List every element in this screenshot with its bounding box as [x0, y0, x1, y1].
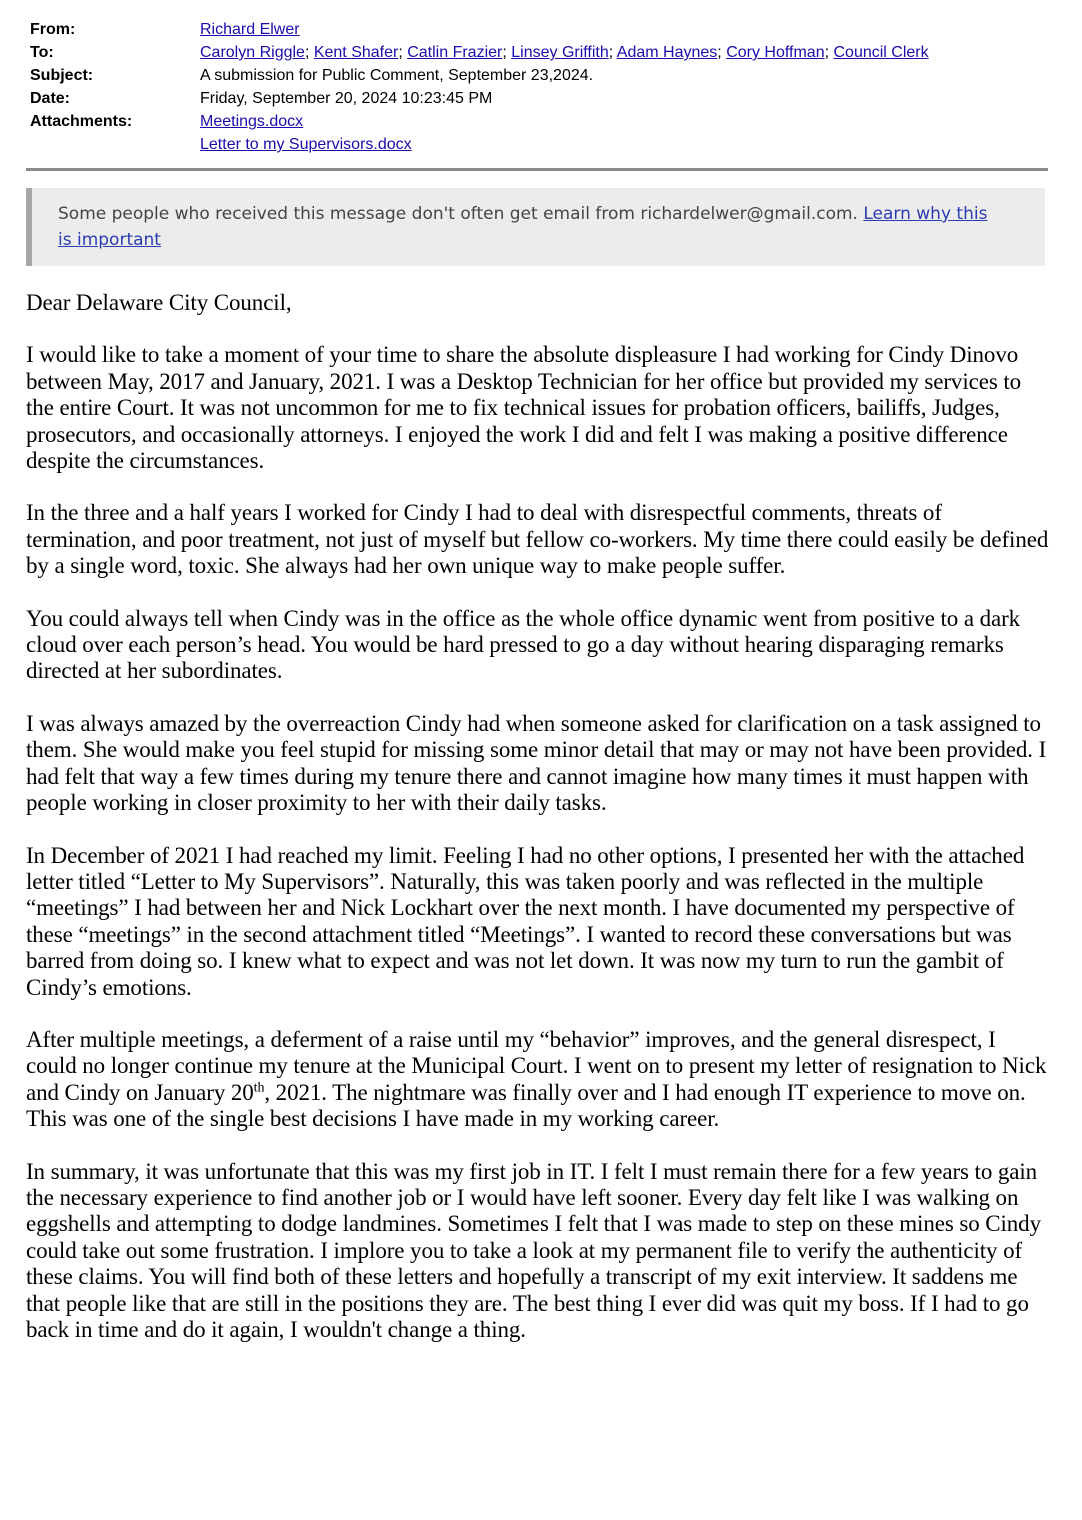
greeting: Dear Delaware City Council,	[26, 290, 292, 315]
date-label: Date:	[30, 90, 71, 107]
email-header	[30, 18, 1050, 156]
sender-link[interactable]: Richard Elwer	[200, 21, 300, 38]
attachment-link[interactable]: Letter to my Supervisors.docx	[200, 136, 412, 153]
paragraph: In December of 2021 I had reached my limit. Feeling I had no other options, I presented her with the attached letter titled “Letter to My Supervisors”. Naturally, this was taken poorly and was reflected in the multiple “meetings” I had between her and Nick Lockhart over the next month. I have documented my perspective of these “meetings” in the second attachment titled “Meetings”. I wanted to record these conversations but was barred from doing so. I knew what to expect and was not let down. It was now my turn to run the gambit of Cindy’s emotions.	[26, 842, 1025, 1000]
learn-why-link[interactable]: Learn why this is important	[58, 204, 988, 250]
paragraph: You could always tell when Cindy was in the office as the whole office dynamic went from positive to a dark cloud over each person’s head. You would be hard pressed to go a day without hearing disparaging remarks directed at her subordinates.	[26, 605, 1021, 684]
recipient-list	[200, 41, 1050, 64]
paragraph: I would like to take a moment of your time to share the absolute displeasure I had working for Cindy Dinovo between May, 2017 and January, 2021. I was a Desktop Technician for her office but provided my services to the entire Court. It was not uncommon for me to fix technical issues for probation officers, bailiffs, Judges, prosecutors, and occasionally attorneys. I enjoyed the work I did and felt I was making a positive difference despite the circumstances.	[26, 342, 1022, 474]
recipient-link[interactable]: Carolyn Riggle	[200, 44, 305, 61]
recipient-link[interactable]: Linsey Griffith	[511, 44, 609, 61]
subject-value: A submission for Public Comment, September 23,2024.	[200, 67, 594, 84]
paragraph-text: After multiple meetings, a deferment of a raise until my “behavior” improves, and the general disrespect, I could no longer continue my tenure at the Municipal Court. I went on to present my letter of resignation to Nick and Cindy on January 20	[26, 1026, 1047, 1105]
attachment-link[interactable]: Meetings.docx	[200, 113, 304, 130]
from-label: From:	[30, 21, 76, 38]
from-row	[30, 18, 1050, 41]
recipient-separator: ;	[608, 44, 617, 61]
paragraph	[26, 1027, 1051, 1133]
paragraph: In summary, it was unfortunate that this was my first job in IT. I felt I must remain there for a few years to gain the necessary experience to find another job or I would have left sooner. Every day felt like I was walking on eggshells and attempting to dodge landmines. Sometimes I felt that I was made to step on these mines so Cindy could take out some frustration. I implore you to take a look at my permanent file to verify the authenticity of these claims. You will find both of these letters and hopefully a transcript of my exit interview. It saddens me that people like that are still in the positions they are. The best thing I ever did was quit my boss. If I had to go back in time and do it again, I wouldn't change a thing.	[26, 1158, 1041, 1342]
subject-row	[30, 64, 1050, 87]
recipient-separator: ;	[398, 44, 408, 61]
paragraph: I was always amazed by the overreaction Cindy had when someone asked for clarification on a task assigned to them. She would make you feel stupid for missing some minor detail that may or may not have been provided. I had felt that way a few times during my tenure there and cannot imagine how many times it must happen with people working in closer proximity to her with their daily tasks.	[26, 710, 1047, 816]
attachments-label: Attachments:	[30, 113, 133, 130]
attachments-row-2	[30, 133, 1050, 156]
paragraph: In the three and a half years I worked for Cindy I had to deal with disrespectful comments, threats of termination, and poor treatment, not just of myself but fellow co-workers. My time there could easily be defined by a single word, toxic. She always had her own unique way to make people suffer.	[26, 500, 1049, 579]
date-value: Friday, September 20, 2024 10:23:45 PM	[200, 90, 493, 107]
date-row	[30, 87, 1050, 110]
recipient-separator: ;	[502, 44, 512, 61]
banner-text: Some people who received this message don't often get email from richardelwer@gmail.com.	[58, 204, 864, 224]
recipient-link[interactable]: Catlin Frazier	[407, 44, 503, 61]
recipient-separator: ;	[304, 44, 314, 61]
header-divider	[26, 168, 1048, 171]
recipient-link[interactable]: Council Clerk	[833, 44, 929, 61]
subject-label: Subject:	[30, 67, 94, 84]
to-label: To:	[30, 44, 54, 61]
recipient-link[interactable]: Cory Hoffman	[726, 44, 825, 61]
attachments-row	[30, 110, 1050, 133]
external-sender-banner	[26, 188, 1045, 266]
ordinal-suffix: th	[253, 1080, 265, 1096]
paragraph-text: , 2021. The nightmare was finally over and I had enough IT experience to move on. This was one of the single best decisions I have made in my working career.	[26, 1079, 1026, 1132]
recipient-separator: ;	[717, 44, 727, 61]
message-body	[26, 290, 1051, 1369]
to-row	[30, 41, 1050, 64]
recipient-separator: ;	[824, 44, 834, 61]
recipient-link[interactable]: Kent Shafer	[313, 44, 399, 61]
recipient-link[interactable]: Adam Haynes	[616, 44, 718, 61]
